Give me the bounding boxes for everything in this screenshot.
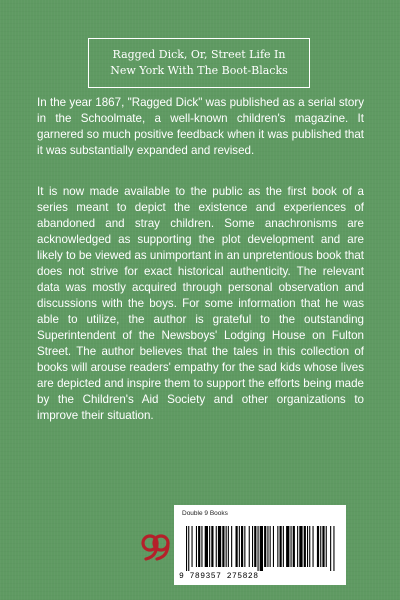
barcode-bar [326, 526, 327, 567]
barcode-bar [252, 526, 253, 567]
barcode-bar [304, 526, 306, 567]
barcode-bar [264, 526, 266, 567]
barcode-bar [258, 526, 259, 571]
barcode-bar [188, 526, 189, 571]
barcode-bar [297, 526, 298, 567]
barcode-bar [317, 526, 319, 567]
barcode-box [174, 505, 346, 585]
barcode-bar [231, 526, 232, 567]
barcode-bar [270, 526, 271, 567]
title-line-1: Ragged Dick, Or, Street Life In [112, 48, 286, 61]
barcode-bar [198, 526, 200, 567]
barcode-bar [241, 526, 243, 567]
title-box [88, 38, 310, 88]
barcode-bar [226, 526, 227, 567]
barcode-bar [239, 526, 240, 567]
title-line-2: New York With The Boot-Blacks [110, 64, 288, 77]
barcode-bar [291, 526, 292, 567]
barcode-bar [218, 526, 221, 567]
publisher-logo-icon [139, 532, 171, 564]
isbn-barcode [184, 526, 337, 571]
barcode-bar [236, 526, 238, 567]
blurb-paragraph-2: It is now made available to the public as the first book of a series meant to depict the existence and experiences of abandoned and stray children. Some anachronisms are acknowledged as supporting the plot development and are likely to be viewed as unimportant in an unpretentious book that does not strive for exact historical authenticity. The relevant data was mostly acquired through personal observation and discussions with the boys. For some information that he was able to utilize, the author is grateful to the outstanding Superintendent of the Newsboys' Lodging House on Fulton Street. The author believes that the tales in this collection of books will arouse readers' empathy for the sad kids whose lives are depicted and inspire them to support the efforts being made by the Children's Aid Society and other organizations to improve their situation. [37, 185, 364, 422]
barcode-bar [196, 526, 197, 567]
barcode-bar [330, 526, 331, 571]
barcode-bar [309, 526, 310, 567]
barcode-bar [299, 526, 302, 567]
barcode-bar [228, 526, 229, 567]
barcode-bar [273, 526, 274, 567]
barcode-bar [322, 526, 324, 567]
isbn-digits: 9 789357 275828 [179, 572, 259, 581]
barcode-bar [186, 526, 187, 571]
barcode-bar [286, 526, 289, 567]
barcode-bar [254, 526, 256, 567]
barcode-bar [333, 526, 334, 571]
barcode-bar [222, 526, 224, 567]
barcode-bar [307, 526, 308, 567]
barcode-bar [216, 526, 217, 567]
barcode-bar [280, 526, 282, 567]
blurb-paragraph-1: In the year 1867, "Ragged Dick" was published as a serial story in the Schoolmate, a well-known children's magazine. It garnered so much positive feedback when it was published that it was substantially expanded and revised. [37, 96, 364, 157]
barcode-bar [192, 526, 193, 567]
barcode-bar [260, 526, 263, 571]
barcode-bar [209, 526, 210, 567]
barcode-bar [283, 526, 284, 567]
publisher-name: Double 9 Books [182, 510, 228, 517]
barcode-bar [211, 526, 213, 567]
barcode-bar [267, 526, 268, 567]
barcode-bar [249, 526, 250, 567]
barcode-bar [320, 526, 321, 567]
barcode-bar [201, 526, 202, 567]
barcode-bar [277, 526, 278, 567]
barcode-bar [244, 526, 245, 567]
barcode-bar [293, 526, 295, 567]
barcode-bar [313, 526, 314, 567]
barcode-bar [205, 526, 208, 567]
